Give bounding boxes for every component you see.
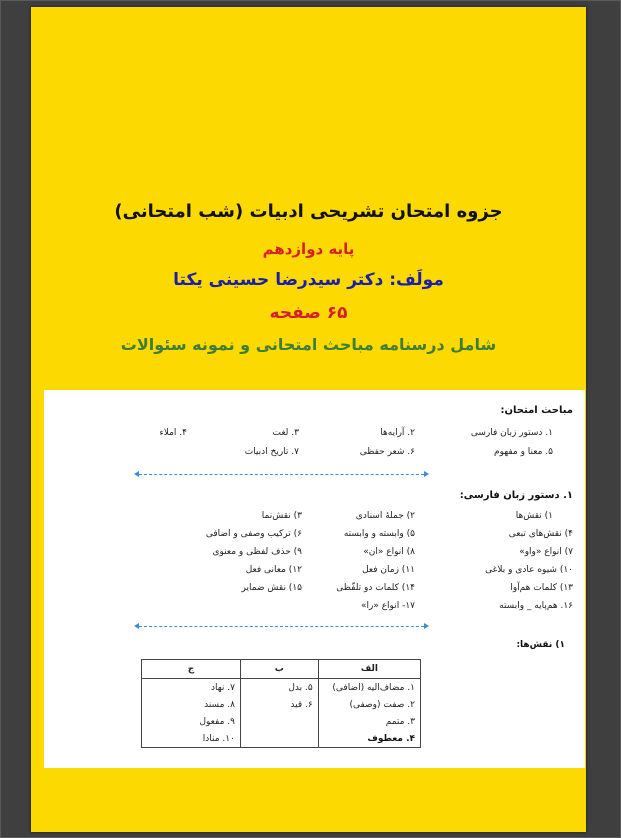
cover-author: مولَف: دکتر سیدرضا حسینی یکتا bbox=[173, 270, 444, 290]
preview-sheet bbox=[44, 390, 585, 768]
grammar-item: ۷) انواع «واو» bbox=[519, 547, 573, 557]
topic-item: ۷. تاریخ ادبیات bbox=[244, 447, 299, 457]
topic-item: ۴. املاء bbox=[159, 428, 187, 438]
divider-arrow-right bbox=[424, 623, 429, 629]
divider-line bbox=[139, 474, 424, 475]
table-cell: ۲. صفت (وصفی) bbox=[318, 696, 420, 713]
topic-item: ۵. معنا و مفهوم bbox=[494, 447, 553, 457]
grammar-item: ۹) حذف لفظی و معنوی bbox=[212, 547, 302, 557]
grammar-item: ۱۷- انواع «را» bbox=[360, 601, 415, 611]
table-row bbox=[142, 679, 421, 697]
grammar-item: ۱۰) شیوه عادی و بلاغی bbox=[485, 565, 573, 575]
grammar-item: ۱) نقش‌ها bbox=[515, 511, 553, 521]
cover-grade: پایه دوازدهم bbox=[262, 240, 355, 258]
grammar-item: ۱۲) معانی فعل bbox=[245, 565, 302, 575]
grammar-item: ۶) ترکیب وصفی و اضافی bbox=[205, 529, 302, 539]
topic-item: ۶. شعر حفظی bbox=[359, 447, 415, 457]
divider-line bbox=[139, 626, 424, 627]
grammar-heading: ۱. دستور زبان فارسی: bbox=[459, 490, 573, 501]
table-row bbox=[142, 713, 421, 730]
roles-heading: ۱) نقش‌ها: bbox=[516, 640, 565, 650]
grammar-item: ۱۴) کلمات دو تلفّظی bbox=[336, 583, 415, 593]
topic-item: ۱. دستور زبان فارسی bbox=[470, 428, 553, 438]
grammar-item: ۱۱) زمان فعل bbox=[362, 565, 415, 575]
table-cell: ۶. قید bbox=[240, 696, 318, 713]
grammar-item: ۳) نقش‌نما bbox=[261, 511, 302, 521]
table-cell: ۵. بدل bbox=[240, 679, 318, 697]
topics-heading: مباحث امتحان: bbox=[500, 405, 573, 416]
table-cell: ۸. مسند bbox=[142, 696, 241, 713]
grammar-item: ۱۵) نقش ضمایر bbox=[241, 583, 302, 593]
table-cell bbox=[240, 730, 318, 748]
table-cell: ۱۰. منادا bbox=[142, 730, 241, 748]
table-cell: ۴. معطوف bbox=[318, 730, 420, 748]
table-header: ج bbox=[142, 660, 241, 679]
topic-item: ۲. آرایه‌ها bbox=[380, 428, 415, 438]
cover-page-count: ۶۵ صفحه bbox=[269, 303, 348, 323]
grammar-item: ۴) نقش‌های تبعی bbox=[508, 529, 573, 539]
divider-arrow-right bbox=[424, 471, 429, 477]
table-row bbox=[142, 730, 421, 748]
table-cell: ۷. نهاد bbox=[142, 679, 241, 697]
table-cell: ۳. متمم bbox=[318, 713, 420, 730]
grammar-item: ۱۳) کلمات هم‌آوا bbox=[510, 583, 573, 593]
table-cell: ۹. مفعول bbox=[142, 713, 241, 730]
cover-title: جزوه امتحان تشریحی ادبیات (شب امتحانی) bbox=[114, 201, 503, 222]
roles-table bbox=[141, 659, 421, 748]
table-cell: ۱. مضاف‌الیه (اضافی) bbox=[318, 679, 420, 697]
table-header: الف bbox=[318, 660, 420, 679]
table-cell bbox=[240, 713, 318, 730]
topic-item: ۳. لغت bbox=[272, 428, 299, 438]
grammar-item: ۱۶. هم‌پایه _ وابسته bbox=[499, 601, 573, 611]
table-row bbox=[142, 696, 421, 713]
grammar-item: ۸) انواع «ان» bbox=[363, 547, 415, 557]
grammar-item: ۵) وابسته و وابسته bbox=[343, 529, 415, 539]
grammar-item: ۲) جملهٔ اسنادی bbox=[355, 511, 415, 521]
document-page bbox=[31, 7, 586, 832]
cover-description: شامل درسنامه مباحث امتحانی و نمونه سئوالات bbox=[120, 335, 497, 354]
table-header: ب bbox=[240, 660, 318, 679]
